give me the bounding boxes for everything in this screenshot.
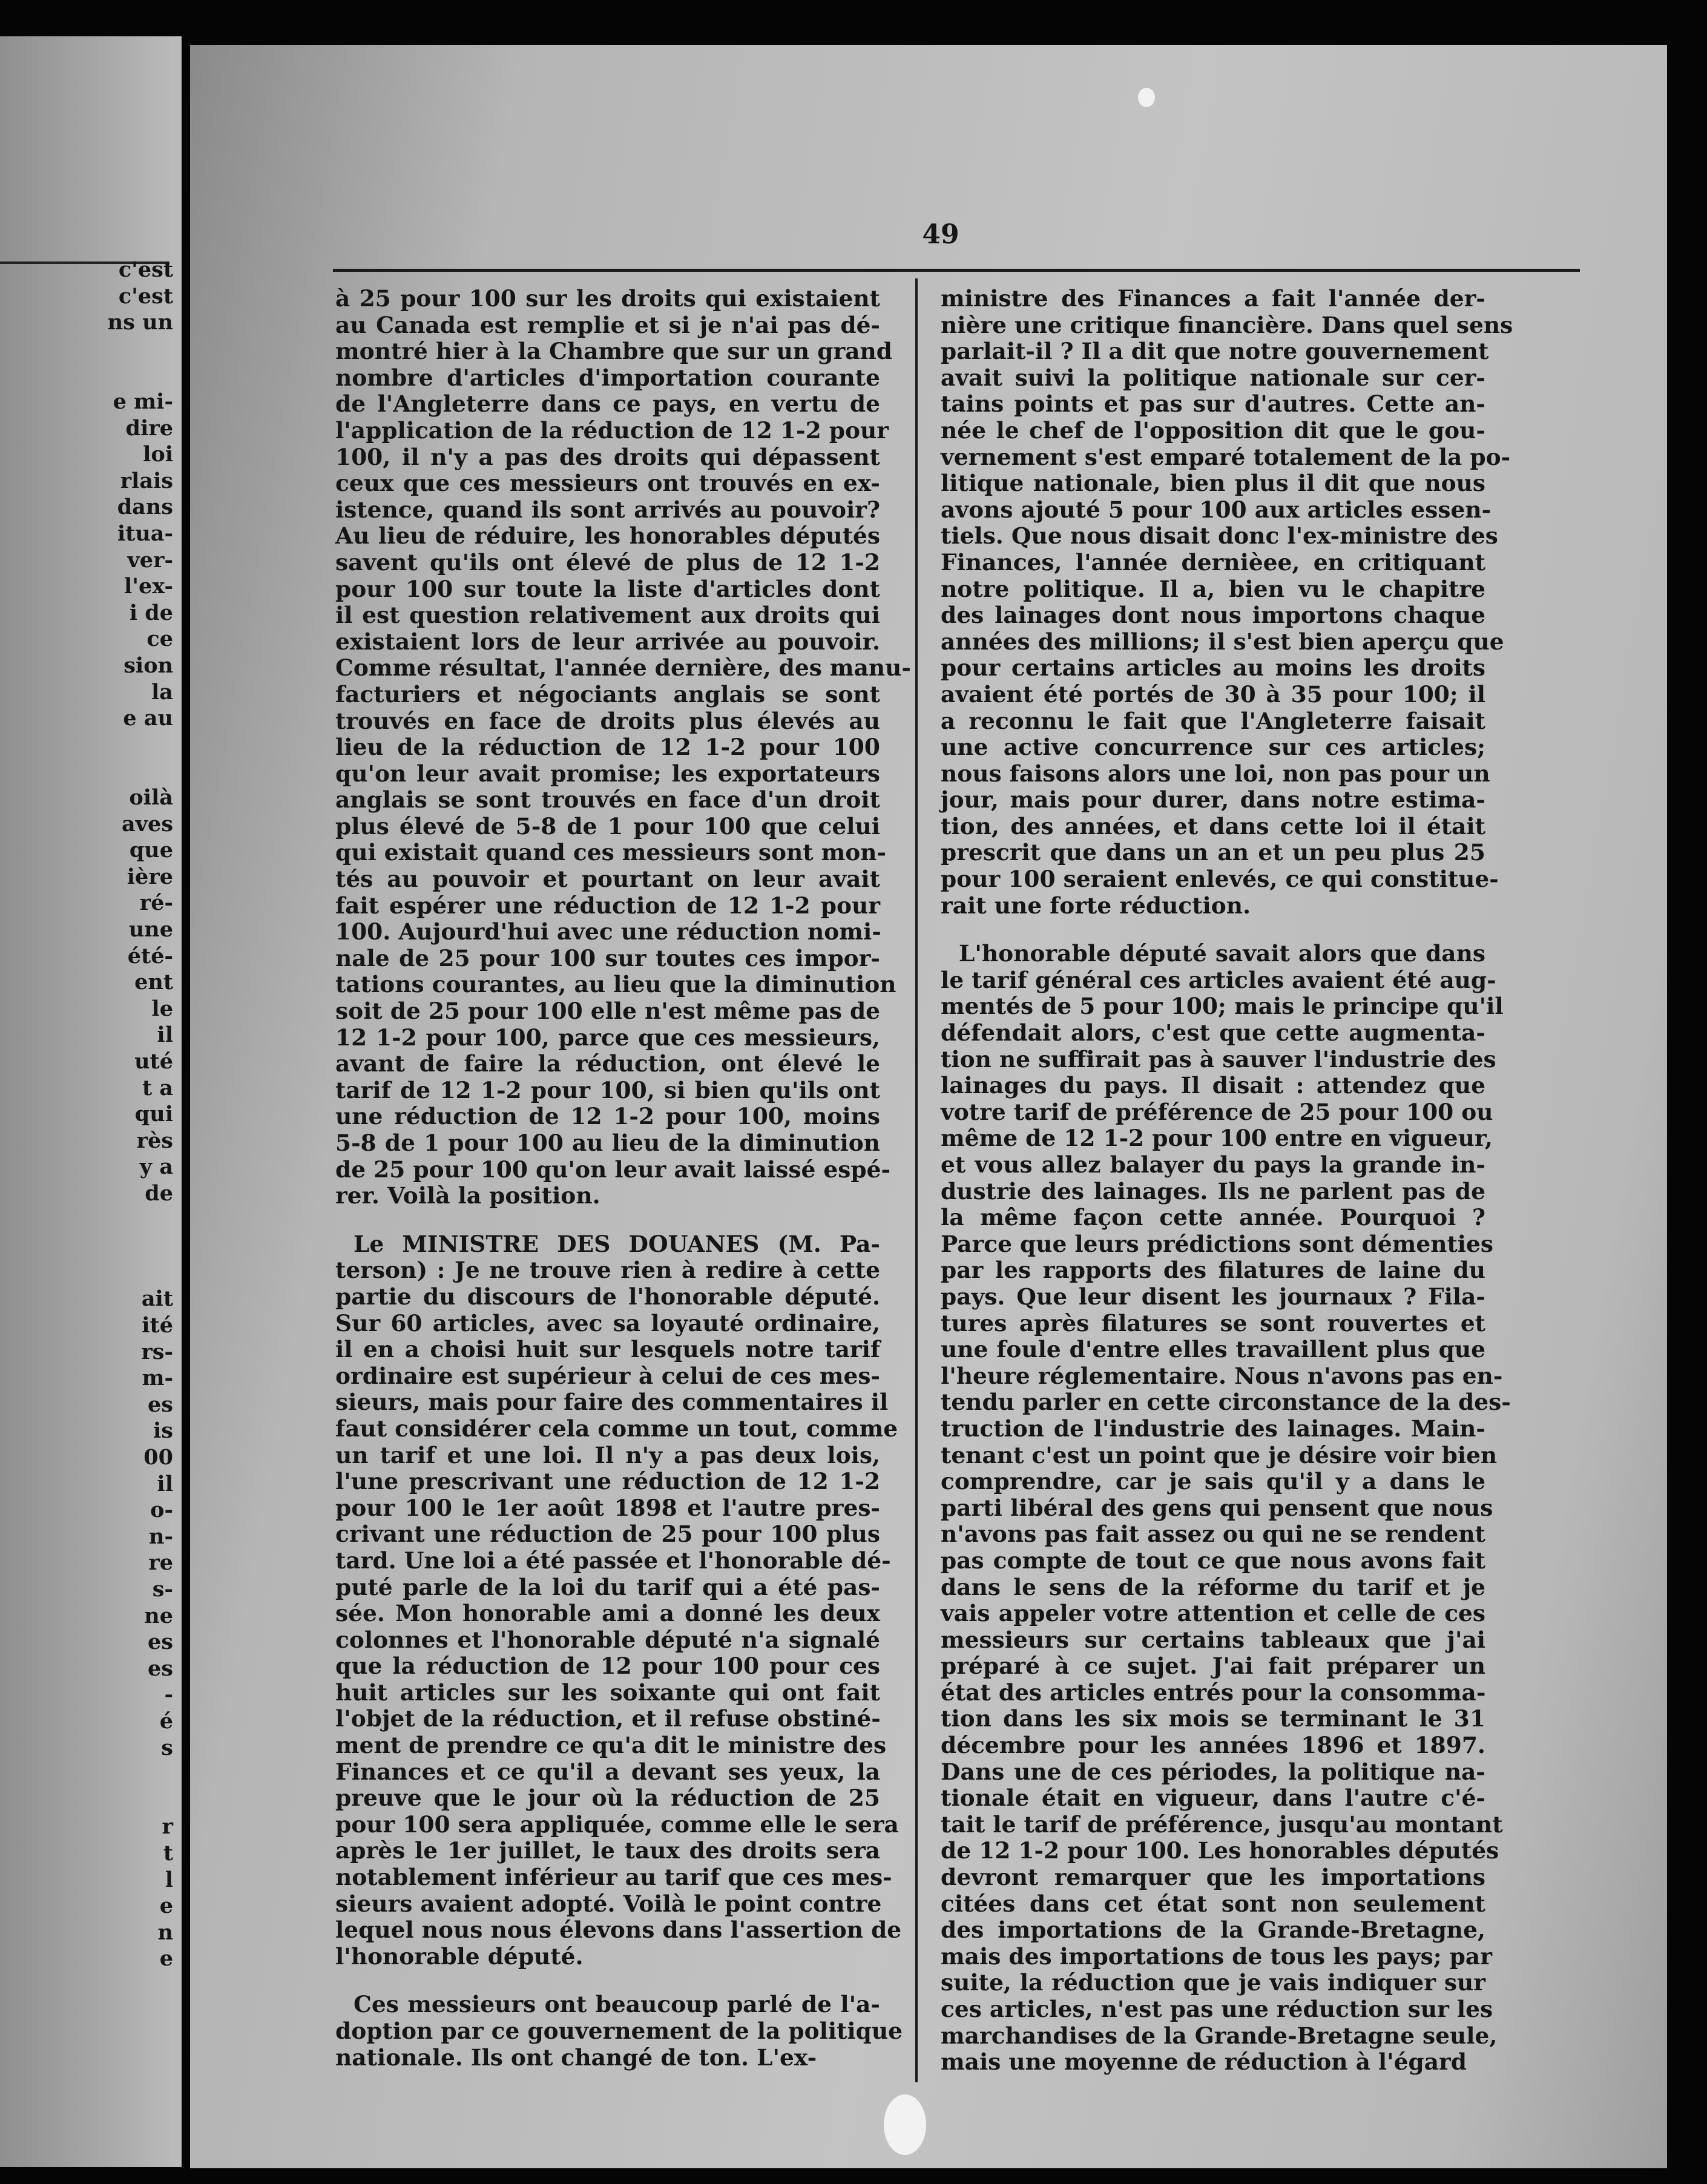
adjacent-page-fragment-line: il: [157, 1022, 173, 1048]
paragraph: [335, 1991, 903, 2071]
adjacent-page-fragment-line: ce: [146, 627, 173, 652]
adjacent-page-fragment-line: 00: [143, 1445, 173, 1470]
text-line: à 25 pour 100 sur les droits qui existaient: [335, 285, 880, 312]
text-line: mais des importations de tous les pays; par: [941, 1942, 1492, 1970]
text-line: tendu parler en cette circonstance de la des-: [941, 1389, 1511, 1416]
adjacent-page-fragment-line: c'est: [118, 257, 173, 282]
text-line: ministre des Finances a fait l'année der-: [941, 285, 1485, 312]
adjacent-page-fragment-line: -: [164, 1682, 173, 1708]
adjacent-page-fragment-line: t: [163, 1841, 173, 1866]
text-line: avant de faire la réduction, ont élevé le: [335, 1050, 880, 1077]
text-line: années des millions; il s'est bien aperçu que: [941, 628, 1504, 655]
text-line: une réduction de 12 1-2 pour 100, moins: [335, 1103, 880, 1130]
text-line: montré hier à la Chambre que sur un grand: [335, 338, 892, 365]
text-line: nale de 25 pour 100 sur toutes ces impor-: [335, 944, 880, 972]
text-line: existaient lors de leur arrivée au pouvoir.: [335, 628, 880, 655]
text-line: des importations de la Grande-Bretagne,: [941, 1916, 1485, 1944]
text-line: nous faisons alors une loi, non pas pour un: [941, 760, 1490, 787]
adjacent-page-fragment-line: rès: [136, 1128, 173, 1153]
paragraph: [941, 285, 1513, 919]
text-line: facturiers et négociants anglais se sont: [335, 680, 880, 708]
text-line: vais appeler votre attention et celle de ces: [941, 1600, 1485, 1627]
paragraph-gap: [335, 1970, 880, 1992]
text-line: même de 12 1-2 pour 100 entre en vigueur,: [941, 1125, 1493, 1152]
text-line: 100. Aujourd'hui avec une réduction nomi-: [335, 918, 881, 946]
text-line: l'heure réglementaire. Nous n'avons pas en-: [941, 1362, 1503, 1389]
column-divider: [915, 278, 918, 2082]
text-line: sée. Mon honorable ami a donné les deux: [335, 1600, 880, 1627]
adjacent-page-fragment-line: e mi-: [113, 389, 173, 414]
text-line: L'honorable député savait alors que dans: [959, 940, 1485, 967]
text-line: messieurs sur certains tableaux que j'ai: [941, 1626, 1485, 1653]
adjacent-page-fragment-line: es: [148, 1656, 173, 1681]
text-line: litique nationale, bien plus il dit que nous: [941, 470, 1485, 497]
text-line: fait espérer une réduction de 12 1-2 pour: [335, 892, 880, 919]
adjacent-page-fragment-line: n: [157, 1919, 173, 1945]
adjacent-page-fragment-line: r: [162, 1814, 173, 1840]
text-line: pour certains articles au moins les droits: [941, 654, 1485, 682]
page-number: 49: [922, 219, 959, 250]
adjacent-page-fragment-line: le: [151, 996, 173, 1021]
text-line: soit de 25 pour 100 elle n'est même pas de: [335, 998, 881, 1025]
text-line: doption par ce gouvernement de la politique: [335, 2018, 903, 2044]
text-line: Comme résultat, l'année dernière, des manu-: [335, 654, 911, 682]
text-line: qui existait quand ces messieurs sont mon-: [335, 839, 887, 866]
text-line: l'une prescrivant une réduction de 12 1-2: [335, 1468, 880, 1495]
text-line: prescrit que dans un an et un peu plus 25: [941, 839, 1485, 866]
text-line: rer. Voilà la position.: [335, 1182, 600, 1209]
text-line: mais une moyenne de réduction à l'égard: [941, 2048, 1467, 2076]
text-line: savent qu'ils ont élevé de plus de 12 1-2: [335, 548, 880, 576]
text-line: faut considérer cela comme un tout, comme: [335, 1415, 898, 1442]
adjacent-page-fragment-line: été-: [127, 943, 173, 969]
text-line: tait le tarif de préférence, jusqu'au montant: [941, 1811, 1503, 1838]
adjacent-page-fragment-line: e au: [123, 706, 173, 731]
adjacent-page-fragment-line: il: [157, 1471, 173, 1496]
text-line: et vous allez balayer du pays la grande in-: [941, 1151, 1485, 1178]
text-line: 12 1-2 pour 100, parce que ces messieurs,: [335, 1024, 880, 1051]
adjacent-page-fragment: [0, 36, 182, 2167]
adjacent-page-fragment-line: ns un: [107, 310, 173, 335]
text-line: un tarif et une loi. Il n'y a pas deux lois,: [335, 1441, 880, 1469]
adjacent-page-fragment-line: dans: [117, 495, 173, 520]
text-line: tion ne suffirait pas à sauver l'industrie des: [941, 1045, 1496, 1073]
text-line: décembre pour les années 1896 et 1897.: [941, 1732, 1485, 1759]
text-line: de 12 1-2 pour 100. Les honorables députés: [941, 1837, 1499, 1864]
text-line: suite, la réduction que je vais indiquer sur: [941, 1969, 1485, 1996]
text-line: après le 1er juillet, le taux des droits sera: [335, 1837, 880, 1864]
adjacent-page-fragment-line: une: [128, 917, 173, 942]
text-line: mentés de 5 pour 100; mais le principe qu'il: [941, 993, 1504, 1020]
text-line: tiels. Que nous disait donc l'ex-ministre des: [941, 522, 1498, 550]
text-line: 5-8 de 1 pour 100 au lieu de la diminution: [335, 1130, 880, 1156]
text-line: préparé à ce sujet. J'ai fait préparer un: [941, 1653, 1485, 1680]
text-line: avait suivi la politique nationale sur cer-: [941, 364, 1485, 391]
text-line: colonnes et l'honorable député n'a signalé: [335, 1626, 880, 1653]
adjacent-page-fragment-line: rs-: [141, 1339, 173, 1364]
text-line: l'honorable député.: [335, 1942, 584, 1970]
text-line: pour 100 sur toute la liste d'articles dont: [335, 575, 880, 602]
text-line: lieu de la réduction de 12 1-2 pour 100: [335, 734, 880, 761]
text-line: l'objet de la réduction, et il refuse obstiné-: [335, 1705, 881, 1732]
text-line: plus élevé de 5-8 de 1 pour 100 que celui: [335, 812, 880, 840]
text-line: anglais se sont trouvés en face d'un droit: [335, 786, 880, 814]
text-line: tion, des années, et dans cette loi il était: [941, 812, 1485, 840]
text-line: Dans une de ces périodes, la politique na-: [941, 1758, 1485, 1785]
adjacent-page-fragment-line: l: [165, 1867, 173, 1892]
text-line: qu'on leur avait promise; les exportateurs: [335, 760, 880, 787]
text-line: a reconnu le fait que l'Angleterre faisait: [941, 707, 1485, 734]
adjacent-page-fragment-line: t a: [142, 1075, 173, 1100]
paragraph: [335, 1230, 902, 1970]
text-line: 100, il n'y a pas des droits qui dépassent: [335, 443, 880, 470]
adjacent-page-fragment-line: ent: [134, 970, 173, 995]
adjacent-page-fragment-line: e: [159, 1893, 173, 1919]
adjacent-page-fragment-line: n-: [149, 1524, 173, 1549]
text-line: n'avons pas fait assez ou qui ne se rendent: [941, 1521, 1485, 1548]
text-line: tés au pouvoir et pourtant on leur avait: [335, 866, 880, 893]
paragraph: [335, 285, 911, 1209]
text-line: tains points et pas sur d'autres. Cette an-: [941, 390, 1485, 418]
text-line: parti libéral des gens qui pensent que nous: [941, 1494, 1493, 1521]
text-line: pour 100 seraient enlevés, ce qui constitue-: [941, 866, 1499, 893]
adjacent-page-fragment-line: es: [148, 1392, 173, 1417]
adjacent-page-fragment-line: is: [153, 1418, 173, 1444]
text-line: istence, quand ils sont arrivés au pouvoir?: [335, 496, 880, 523]
adjacent-page-fragment-line: i de: [129, 600, 173, 625]
adjacent-page-fragment-line: é: [159, 1709, 173, 1734]
text-line: lainages du pays. Il disait : attendez que: [941, 1072, 1485, 1099]
adjacent-page-fragment-line: qui: [134, 1102, 173, 1127]
adjacent-page-fragment-line: rlais: [120, 468, 173, 493]
adjacent-page-fragment-line: ver-: [127, 547, 173, 573]
text-line: tenant c'est un point que je désire voir bien: [941, 1441, 1498, 1469]
text-line: notre politique. Il a, bien vu le chapitre: [941, 575, 1485, 602]
text-line: une foule d'entre elles travaillent plus que: [941, 1336, 1485, 1363]
text-line: Finances et ce qu'il a devant ses yeux, la: [335, 1758, 880, 1785]
text-line: Le MINISTRE DES DOUANES (M. Pa-: [354, 1230, 880, 1257]
text-line: notablement inférieur au tarif que ces mes-: [335, 1864, 892, 1891]
text-line: pour 100 le 1er août 1898 et l'autre pres-: [335, 1494, 880, 1521]
adjacent-page-fragment-line: l'ex-: [123, 574, 173, 599]
adjacent-page-fragment-line: o-: [150, 1498, 173, 1523]
text-line: des lainages dont nous importons chaque: [941, 602, 1485, 629]
text-line: dans le sens de la réforme du tarif et je: [941, 1573, 1485, 1600]
text-line: que la réduction de 12 pour 100 pour ces: [335, 1653, 880, 1680]
paragraph-gap: [335, 1209, 880, 1231]
text-line: nière une critique financière. Dans quel sens: [941, 311, 1513, 338]
text-line: comprendre, car je sais qu'il y a dans le: [941, 1468, 1485, 1495]
right-column: [941, 285, 1513, 2076]
adjacent-page-fragment-line: loi: [143, 442, 173, 467]
text-line: devront remarquer que les importations: [941, 1864, 1485, 1891]
adjacent-page-fragment-line: c'est: [118, 283, 173, 309]
adjacent-page-fragment-line: ité: [142, 1313, 173, 1338]
adjacent-page-fragment-line: oilà: [129, 785, 173, 810]
adjacent-page-fragment-line: sion: [123, 653, 173, 678]
adjacent-page-fragment-line: de: [145, 1181, 173, 1206]
adjacent-page-fragment-line: la: [151, 679, 173, 705]
text-line: dustrie des lainages. Ils ne parlent pas de: [941, 1177, 1485, 1205]
text-line: nationale. Ils ont changé de ton. L'ex-: [335, 2044, 817, 2071]
adjacent-page-fragment-line: que: [129, 838, 173, 863]
header-rule: [333, 269, 1580, 272]
adjacent-page-fragment-line: s: [161, 1735, 173, 1760]
text-line: huit articles sur les soixante qui ont fait: [335, 1679, 880, 1706]
text-line: tures après filatures se sont rouvertes et: [941, 1309, 1485, 1337]
text-line: avons ajouté 5 pour 100 aux articles essen-: [941, 496, 1492, 523]
text-line: Parce que leurs prédictions sont démenties: [941, 1230, 1494, 1257]
text-line: jour, mais pour durer, dans notre estima-: [941, 786, 1485, 814]
text-line: tion dans les six mois se terminant le 31: [941, 1705, 1485, 1732]
text-line: la même façon cette année. Pourquoi ?: [941, 1204, 1485, 1231]
left-column: [335, 285, 911, 2071]
text-line: parlait-il ? Il a dit que notre gouvernement: [941, 338, 1489, 365]
adjacent-page-fragment-line: es: [148, 1630, 173, 1655]
text-line: votre tarif de préférence de 25 pour 100 ou: [941, 1098, 1493, 1125]
adjacent-page-fragment-line: y a: [139, 1154, 173, 1180]
text-line: au Canada est remplie et si je n'ai pas dé-: [335, 311, 880, 338]
text-line: tionale était en vigueur, dans l'autre c'é-: [941, 1784, 1485, 1812]
text-line: ment de prendre ce qu'a dit le ministre des: [335, 1732, 887, 1759]
page: [190, 45, 1667, 2168]
paragraph-gap: [941, 919, 1485, 941]
adjacent-page-fragment-line: ière: [127, 864, 173, 889]
adjacent-page-fragment-line: m-: [142, 1366, 173, 1391]
text-line: une active concurrence sur ces articles;: [941, 734, 1485, 761]
text-line: tations courantes, au lieu que la diminution: [335, 971, 896, 998]
paragraph: [941, 940, 1511, 2076]
text-line: ceux que ces messieurs ont trouvés en ex-: [335, 470, 880, 497]
adjacent-page-fragment-line: s-: [152, 1577, 173, 1602]
text-line: ordinaire est supérieur à celui de ces mes-: [335, 1362, 880, 1389]
adjacent-page-fragment-line: aves: [122, 811, 173, 837]
text-line: pas compte de tout ce que nous avons fait: [941, 1547, 1485, 1574]
text-line: Finances, l'année dernièee, en critiquant: [941, 548, 1485, 576]
text-line: pays. Que leur disent les journaux ? Fila-: [941, 1283, 1485, 1310]
adjacent-page-fragment-line: uté: [134, 1049, 173, 1074]
scan-blot: [884, 2094, 926, 2155]
text-line: avaient été portés de 30 à 35 pour 100; il: [941, 680, 1485, 708]
text-line: terson) : Je ne trouve rien à redire à cette: [335, 1257, 880, 1284]
adjacent-page-fragment-line: dire: [125, 415, 173, 441]
adjacent-page-fragment-line: e: [159, 1946, 173, 1972]
text-line: de 25 pour 100 qu'on leur avait laissé espé-: [335, 1156, 891, 1183]
adjacent-page-fragment-line: ait: [141, 1286, 173, 1312]
text-line: partie du discours de l'honorable député.: [335, 1283, 880, 1310]
text-line: ces articles, n'est pas une réduction sur les: [941, 1996, 1493, 2022]
text-line: de l'Angleterre dans ce pays, en vertu de: [335, 390, 880, 418]
text-line: crivant une réduction de 25 pour 100 plus: [335, 1521, 880, 1548]
adjacent-page-fragment-line: ne: [144, 1603, 173, 1628]
text-line: tard. Une loi a été passée et l'honorable dé-: [335, 1547, 891, 1574]
text-line: preuve que le jour où la réduction de 25: [335, 1784, 880, 1812]
scan-blot: [1138, 88, 1155, 107]
text-line: nombre d'articles d'importation courante: [335, 364, 880, 391]
text-line: truction de l'industrie des lainages. Main-: [941, 1415, 1485, 1442]
text-line: marchandises de la Grande-Bretagne seule,: [941, 2022, 1498, 2049]
text-line: Ces messieurs ont beaucoup parlé de l'a-: [354, 1991, 880, 2018]
text-line: puté parle de la loi du tarif qui a été pas-: [335, 1573, 880, 1600]
text-line: Au lieu de réduire, les honorables députés: [335, 522, 880, 550]
text-line: état des articles entrés pour la consomma-: [941, 1679, 1486, 1706]
text-line: il est question relativement aux droits qui: [335, 602, 880, 629]
text-line: vernement s'est emparé totalement de la po-: [941, 443, 1511, 470]
text-line: citées dans cet état sont non seulement: [941, 1890, 1485, 1917]
adjacent-page-fragment-line: ré-: [139, 890, 173, 916]
text-line: sieurs, mais pour faire des commentaires il: [335, 1389, 889, 1416]
text-line: rait une forte réduction.: [941, 892, 1251, 919]
text-line: le tarif général ces articles avaient été aug-: [941, 966, 1496, 993]
text-line: défendait alors, c'est que cette augmenta-: [941, 1019, 1485, 1047]
text-line: sieurs avaient adopté. Voilà le point contre: [335, 1890, 882, 1917]
text-line: l'application de la réduction de 12 1-2 pour: [335, 416, 889, 444]
text-line: tarif de 12 1-2 pour 100, si bien qu'ils ont: [335, 1076, 880, 1104]
adjacent-page-fragment-line: itua-: [117, 521, 173, 546]
text-line: trouvés en face de droits plus élevés au: [335, 707, 880, 734]
text-line: Sur 60 articles, avec sa loyauté ordinaire,: [335, 1309, 880, 1337]
text-line: lequel nous nous élevons dans l'assertion de: [335, 1916, 902, 1944]
adjacent-page-fragment-line: re: [148, 1550, 173, 1576]
text-line: par les rapports des filatures de laine du: [941, 1257, 1485, 1284]
text-line: pour 100 sera appliquée, comme elle le sera: [335, 1811, 899, 1838]
text-line: il en a choisi huit sur lesquels notre tarif: [335, 1336, 880, 1363]
text-line: née le chef de l'opposition dit que le gou-: [941, 416, 1485, 444]
